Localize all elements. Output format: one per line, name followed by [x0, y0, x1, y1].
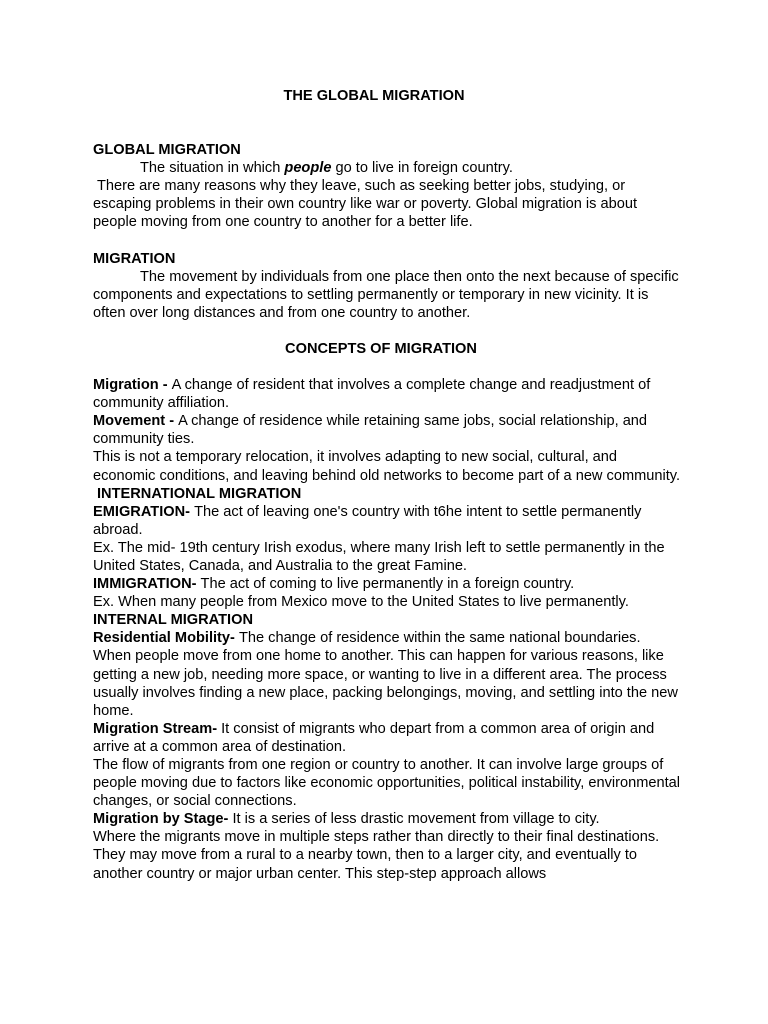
term-migration: Migration - [93, 377, 172, 394]
example-immigration: Ex. When many people from Mexico move to the United States to live permanently. [93, 594, 629, 611]
term-emigration: EMIGRATION- [93, 503, 195, 520]
term-movement: Movement - [93, 413, 179, 430]
definition-text: A change of resident that involves a complete change and readjustment of community affiliation. [93, 377, 651, 412]
heading-concepts-of-migration: CONCEPTS OF MIGRATION [285, 340, 477, 357]
text-span: go to live in foreign country. [331, 160, 513, 177]
definition-text: The act of leaving one's country with t6he intent to settle permanently abroad. [93, 503, 642, 538]
paragraph-migration-definition: The movement by individuals from one place then onto the next because of specific components and expectations to settling permanently or temporary in new vicinity. It is often over long distances and from one country to another. [93, 268, 679, 321]
definition-text: The change of residence within the same national boundaries. [238, 630, 641, 647]
paragraph-residential-note: When people move from one home to another. This can happen for various reasons, like getting a new job, needing more space, or wanting to live in a different area. The process usually involves finding a new place, packing belongings, moving, and settling into the new home. [93, 648, 678, 719]
paragraph-global-migration-definition [93, 159, 683, 177]
definition-text: A change of residence while retaining same jobs, social relationship, and community ties. [93, 413, 648, 448]
paragraph-relocation-note: This is not a temporary relocation, it involves adapting to new social, cultural, and economic conditions, and leaving behind old networks to become part of a new community. [93, 449, 681, 484]
term-migration-by-stage: Migration by Stage- [93, 811, 233, 828]
definition-text: The act of coming to live permanently in a foreign country. [200, 576, 575, 593]
emphasis-people: people [284, 160, 332, 177]
definition-text: It consist of migrants who depart from a common area of origin and arrive at a common area of destination. [93, 720, 655, 755]
example-emigration: Ex. The mid- 19th century Irish exodus, where many Irish left to settle permanently in the United States, Canada, and Australia to the great Famine. [93, 539, 665, 574]
definition-movement [93, 412, 683, 448]
definition-residential-mobility [93, 629, 683, 647]
heading-migration: MIGRATION [93, 250, 176, 267]
definition-migration [93, 376, 683, 412]
definition-immigration [93, 575, 683, 593]
paragraph-stage-note: Where the migrants move in multiple steps rather than directly to their final destinations. They may move from a rural to a nearby town, then to a larger city, and eventually to another country or major urban center. This step-step approach allows [93, 829, 660, 882]
heading-global-migration: GLOBAL MIGRATION [93, 142, 241, 159]
heading-internal-migration: INTERNAL MIGRATION [93, 612, 253, 629]
heading-international-migration: INTERNATIONAL MIGRATION [97, 485, 302, 502]
definition-emigration [93, 503, 683, 539]
paragraph-stream-note: The flow of migrants from one region or country to another. It can involve large groups of people moving due to factors like economic opportunities, political instability, environmental changes, or social connections. [93, 757, 681, 810]
text-span: The situation in which [140, 160, 285, 177]
document-body [93, 87, 683, 883]
definition-text: It is a series of less drastic movement from village to city. [232, 811, 600, 828]
definition-migration-stream [93, 720, 683, 756]
term-migration-stream: Migration Stream- [93, 720, 222, 737]
definition-migration-by-stage [93, 810, 683, 828]
document-title: THE GLOBAL MIGRATION [283, 88, 465, 104]
paragraph-global-migration-reasons: There are many reasons why they leave, such as seeking better jobs, studying, or escaping problems in their own country like war or poverty. Global migration is about people moving from one country to another for a better life. [93, 178, 638, 231]
term-residential-mobility: Residential Mobility- [93, 630, 239, 647]
term-immigration: IMMIGRATION- [93, 576, 201, 593]
